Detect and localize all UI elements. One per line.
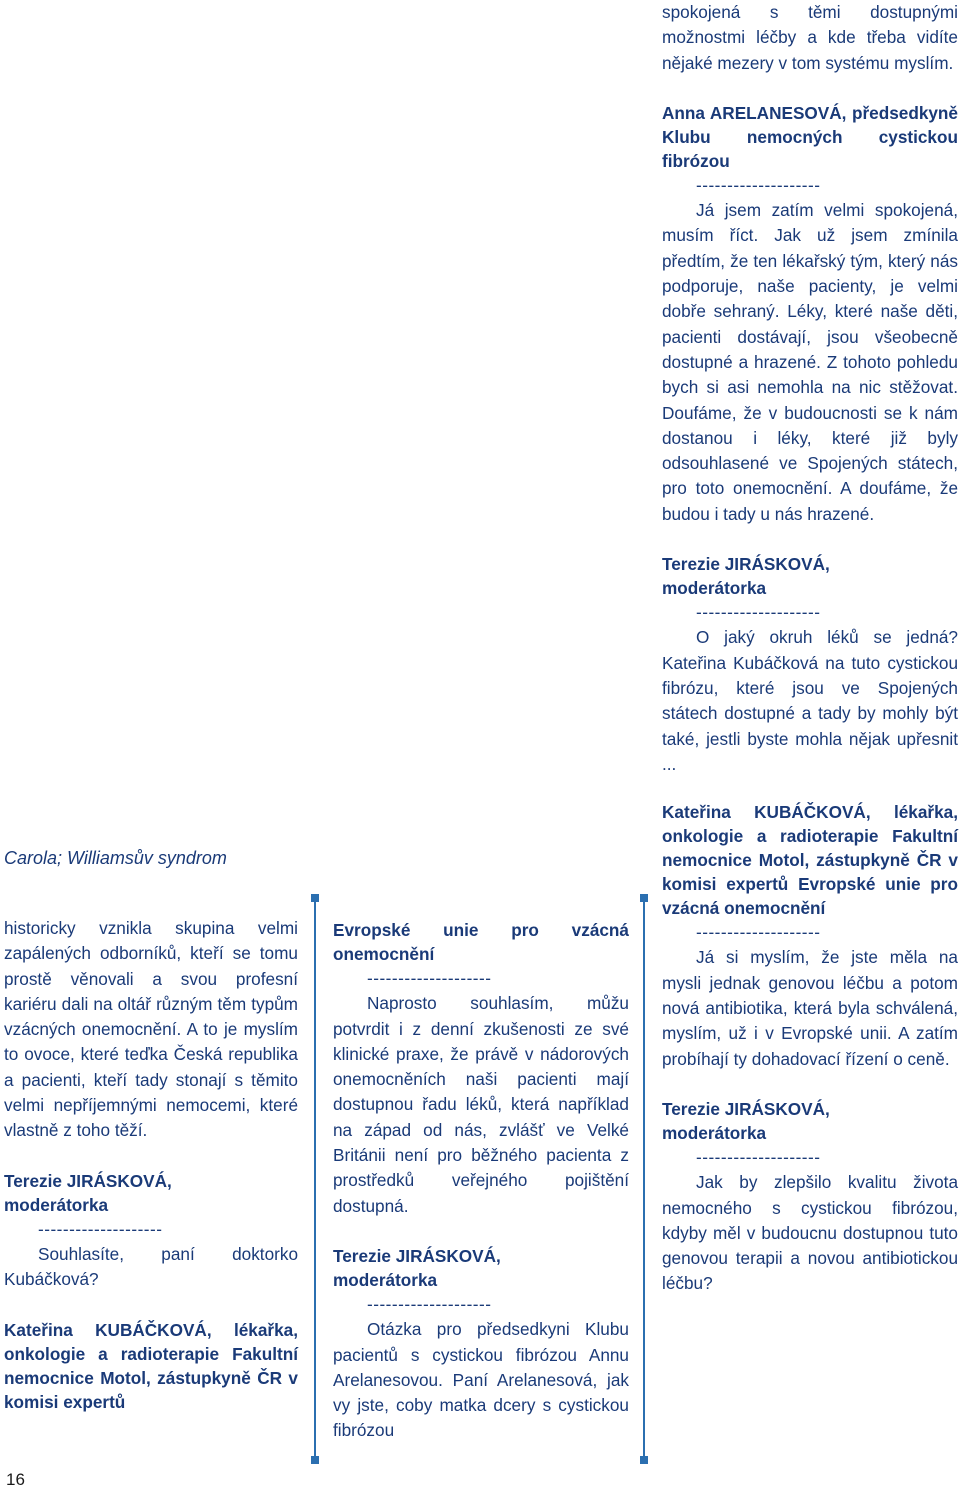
page-number: 16 — [6, 1470, 25, 1489]
rule-cap-bottom — [311, 1456, 319, 1464]
separator-dashes: -------------------- — [696, 922, 821, 943]
separator-dashes: -------------------- — [367, 968, 492, 988]
paragraph: Otázka pro předsedkyni Klubu pacientů s cystickou fibrózou Annu Arelanesovou. Paní Arelanesová, jak vy jste, coby matka dcery s cystickou fibrózou — [333, 1319, 629, 1441]
speaker-role: moderátorka — [4, 1194, 109, 1215]
speaker-role: moderátorka — [333, 1269, 438, 1290]
paragraph: Jak by zlepšilo kvalitu života nemocného s cystickou fibrózou, kdyby měl v budoucnu dostupnou tuto genovou terapii a novou antibiotickou léčbu? — [662, 1172, 958, 1294]
speaker-heading: Terezie JIRÁSKOVÁ, — [662, 554, 830, 575]
separator-dashes: -------------------- — [696, 1146, 821, 1167]
speaker-heading: Terezie JIRÁSKOVÁ, — [4, 1170, 172, 1191]
speaker-heading: Kateřina KUBÁČKOVÁ, lékařka, onkologie a radioterapie Fakultní nemocnice Motol, zástupkyně ČR v komisi expertů Evropské unie pro vzácná onemocnění — [662, 802, 958, 919]
paragraph: historicky vznikla skupina velmi zapálených odborníků, kteří se tomu prostě věnovali a svou profesní kariéru dali na oltář různým těm typům vzácných onemocnění. A to je myslím to ovoce, které teďka Česká republika a pacienti, kteří tady stonají s těmito velmi nepříjemnými nemocemi, které vlastně z toho těží. — [4, 918, 298, 1141]
paragraph: Souhlasíte, paní doktorko Kubáčková? — [4, 1243, 298, 1290]
paragraph: Já si myslím, že jste měla na mysli jednak genovou léčbu a potom nová antibiotika, která byla schválená, myslím, už i v Evropské unii. A zatím probíhají ty dohadovací řízení o ceně. — [662, 947, 958, 1069]
separator-dashes: -------------------- — [367, 1293, 492, 1314]
paragraph: Já jsem zatím velmi spokojená, musím říct. Jak už jsem zmínila předtím, že ten lékařský tým, který nás podporuje, naše pacienty, je velmi dobře sehraný. Léky, které naše děti, pacienti dostávají, jsou všeobecně dostupné a hrazené. Z tohoto pohledu bych si asi nemohla na nic stěžovat. Doufáme, že v budoucnosti se k nám dostanou i léky, které již byly odsouhlasené ve Spojených státech, pro toto onemocnění. A doufáme, že budou i tady u nás hrazené. — [662, 200, 958, 524]
speaker-role: moderátorka — [662, 578, 767, 599]
speaker-role: moderátorka — [662, 1122, 767, 1143]
separator-dashes: -------------------- — [38, 1218, 163, 1239]
speaker-heading: Anna ARELANESOVÁ, předsedkyně Klubu nemocných cystickou fibrózou — [662, 102, 958, 171]
paragraph: O jaký okruh léků se jedná? Kateřina Kubáčková na tuto cystickou fibrózu, které jsou ve Spojených státech dostupné a tady by mohly být také, jestli byste mohla nějak upřesnit ... — [662, 627, 958, 774]
column-rule — [314, 894, 316, 1464]
speaker-heading: Kateřina KUBÁČKOVÁ, lékařka, onkologie a radioterapie Fakultní nemocnice Motol, zástupkyně ČR v komisi expertů — [4, 1319, 298, 1412]
speaker-heading: Terezie JIRÁSKOVÁ, — [662, 1098, 830, 1119]
separator-dashes: -------------------- — [696, 174, 821, 195]
speaker-heading: Evropské unie pro vzácná onemocnění — [333, 920, 629, 964]
rule-cap-top — [311, 894, 319, 902]
speaker-heading: Terezie JIRÁSKOVÁ, — [333, 1245, 501, 1266]
paragraph: spokojená s těmi dostupnými možnostmi léčby a kde třeba vidíte nějaké mezery v tom systému myslím. — [662, 2, 958, 73]
column-right-top — [662, 0, 958, 1297]
column-rule — [643, 894, 645, 1464]
paragraph: Naprosto souhlasím, můžu potvrdit i z denní zkušenosti ze své klinické praxe, že právě v nádorových onemocněních naši pacienti mají dostupnou řadu léků, která například na západ od nás, zvlášť ve Velké Británii není pro běžného pacienta z prostředků veřejného pojištění dostupná. — [333, 993, 629, 1216]
rule-cap-bottom — [640, 1456, 648, 1464]
separator-dashes: -------------------- — [696, 602, 821, 623]
column-left — [4, 916, 298, 1414]
image-caption: Carola; Williamsův syndrom — [4, 848, 227, 868]
column-middle — [333, 918, 629, 1444]
rule-cap-top — [640, 894, 648, 902]
